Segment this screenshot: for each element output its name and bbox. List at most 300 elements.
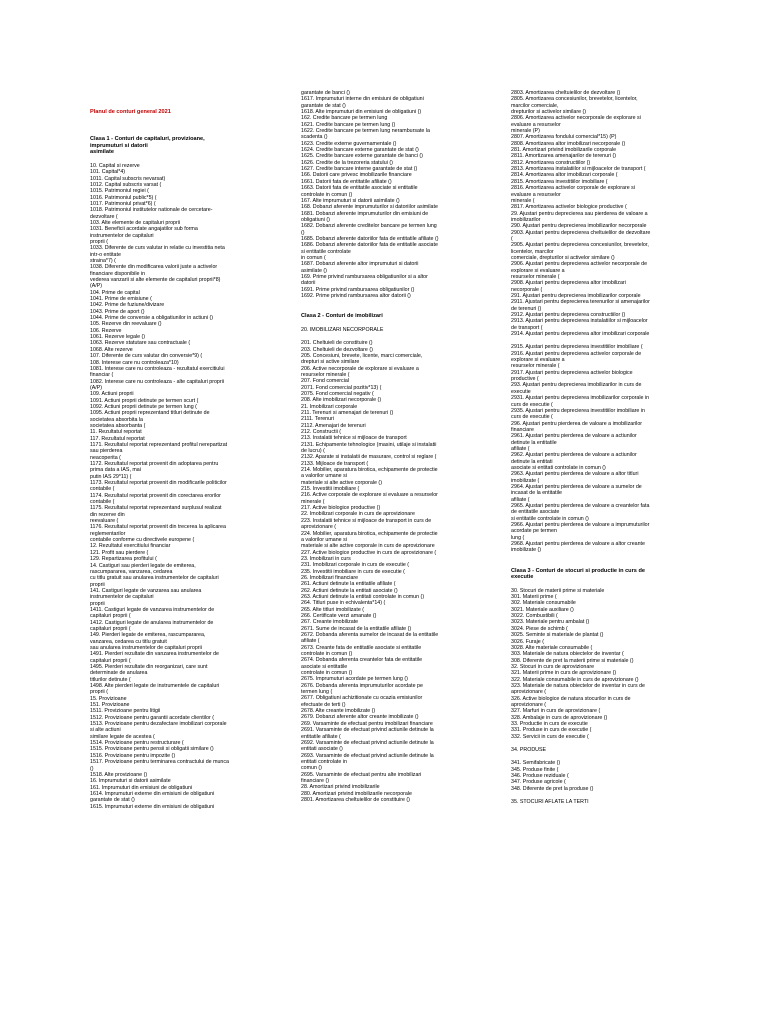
account-line: si entitatile controlate in comun () — [511, 515, 589, 522]
account-line: 3023. Materiale pentru ambalat () — [511, 619, 590, 626]
account-line: 341. Semifabricate () — [511, 760, 561, 767]
account-line: straina*7) ( — [90, 258, 116, 264]
account-line: 263. Actiuni detinute la entitati controlate in comun () — [301, 593, 425, 600]
account-line: 1626. Credite de la trezoreria statului () — [301, 159, 393, 166]
account-line: 1011. Capital subscris nevarsat) — [90, 175, 166, 182]
account-line: 2906. Ajustari pentru deprecierea activelor necorporale de — [511, 261, 648, 268]
account-line: 1043. Prime de aport () — [90, 308, 145, 315]
account-line: imobilizate () — [511, 547, 542, 554]
account-line: financiare — [511, 426, 534, 433]
account-line: determinate de anularea — [90, 670, 148, 677]
account-line: 1491. Pierderi rezultate din vanzarea instrumentelor de — [90, 651, 219, 658]
account-line: efectuate de terti () — [301, 701, 346, 708]
account-line: 348. Diferente de pret la produse () — [511, 785, 594, 792]
account-line: 206. Active necorporale de explorare si evaluare a — [301, 365, 419, 372]
account-line: 2111. Terenuri — [301, 416, 334, 423]
account-line: financiar ( — [90, 372, 114, 379]
account-line: 2803. Amortizarea cheltuielilor de dezvoltare () — [511, 90, 621, 96]
account-line: 2672. Dobanda aferenta sumelor de incasat de la entitatile — [301, 632, 439, 638]
account-line: 166. Datorii care privesc imobilizarile financiare — [301, 172, 412, 179]
account-line: 1615. Imprumuturi externe din emisiuni de obligatiuni — [90, 803, 215, 810]
account-line: 215. Investitii imobiliare ( — [301, 486, 360, 493]
account-line: instrumentelor de capitaluri — [90, 232, 154, 239]
account-line: 2675. Imprumuturi acordate pe termen lung () — [301, 676, 408, 683]
account-line: 2671. Sume de incasat de la entitatile afiliate () — [301, 625, 412, 632]
account-line: 261. Actiuni detinute la entitatile afiliate ( — [301, 581, 396, 588]
account-line: instrumentelor de capitaluri — [90, 594, 154, 601]
account-line: resurselor minerale ( — [511, 363, 560, 370]
account-line: ( — [511, 235, 513, 242]
account-line: vanzarea, cedarea cu titlu gratuit — [90, 638, 167, 645]
account-line: 2678. Alte creante imobilizate () — [301, 708, 376, 715]
account-line: titlurilor detinute ( — [90, 676, 131, 683]
products-heading: 34. PRODUSE — [511, 747, 547, 753]
account-line: 346. Produse reziduale ( — [511, 773, 569, 780]
account-line: 1092. Actiuni proprii detinute pe termen lung ( — [90, 403, 197, 410]
account-line: 214. Mobilier, aparatura birotica, echipamente de protectie — [301, 467, 438, 474]
account-line: 1033. Diferente de curs valutar in relatie cu investitia neta — [90, 245, 225, 252]
account-line: 308. Diferente de pret la materii prime si materiale () — [511, 657, 634, 664]
account-line: 106. Rezerve — [90, 327, 122, 334]
account-line: 1038. Diferente din modificarea valorii juste a activelor — [90, 264, 218, 271]
account-line: 223. Instalatii tehnice si mijloace de transport in curs de — [301, 517, 432, 524]
account-line: 1012. Capital subscris varsat ( — [90, 181, 162, 188]
account-line: proprii ( — [90, 238, 108, 245]
account-line: 347. Produse agricole ( — [511, 779, 566, 786]
account-line: 321. Materii prime in curs de aprovizionare () — [511, 670, 617, 677]
account-line: 167. Alte imprumuturi si datorii asimilate () — [301, 197, 400, 204]
account-line: controlate in comun () — [301, 670, 353, 677]
account-line: resurselor minerale ( — [511, 273, 560, 280]
account-line: 1624. Credite bancare externe garantate de stat () — [301, 147, 419, 154]
products-accounts — [511, 760, 707, 792]
account-line: resurselor minerale ( — [301, 371, 350, 378]
account-line: 326. Active biologice de natura stocurilor in curs de — [511, 695, 631, 702]
account-line: 2673. Creante fata de entitatile asociate si entitatile — [301, 644, 422, 651]
account-line: 266. Certificate verzi amanate () — [301, 612, 377, 619]
account-line: contabile ( — [90, 499, 115, 506]
account-line: minerale ( — [511, 197, 535, 204]
account-line: 26. Imobilizari financiare — [301, 574, 359, 581]
account-line: garantate de stat () — [90, 797, 135, 804]
account-line: de lucru) ( — [301, 448, 325, 455]
account-line: imobilizate ( — [511, 477, 540, 484]
account-line: 2903. Ajustari pentru deprecierea cheltuielilor de dezvoltare — [511, 229, 651, 236]
account-line: 1627. Credite bancare interne garantate de stat () — [301, 166, 418, 173]
account-line: 2676. Dobanda aferenta imprumuturilor acordate pe — [301, 682, 423, 689]
account-line: minerale (P) — [511, 128, 540, 135]
account-line: 15. Provizioane — [90, 695, 127, 702]
account-line: 2811. Amortizarea amenajarilor de terenuri () — [511, 153, 617, 160]
account-line: societatea absorbita la — [90, 416, 144, 423]
account-line: prima data a IAS, mai — [90, 467, 141, 474]
account-line: 3021. Materiale auxiliare () — [511, 606, 574, 613]
account-line: 14. Castiguri sau pierderi legate de emiterea, — [90, 562, 196, 569]
account-line: 1174. Rezultatul reportat provenit din corectarea erorilor — [90, 492, 221, 499]
account-line: 1175. Rezultatul reportat reprezentand surplusul realizat — [90, 505, 222, 512]
account-line: 1063. Rezerve statutare sau contractuale ( — [90, 340, 191, 347]
account-line: 323. Materiale de natura obiectelor de inventar in curs de — [511, 682, 645, 689]
account-line: comun () — [301, 765, 322, 772]
account-line: 117. Rezultatul reportat — [90, 435, 145, 442]
account-line: in comun ( — [301, 254, 326, 261]
account-line: 1685. Dobanzi aferente datoriilor fata de entitatile afiliate () — [301, 235, 439, 242]
account-line: 211. Terenuri si amenajari de terenuri () — [301, 409, 394, 416]
account-line: 2812. Amortizarea constructiilor () — [511, 159, 591, 166]
account-line: 203. Cheltuieli de dezvoltare () — [301, 346, 373, 353]
account-line: similare legate de acestea ( — [90, 733, 155, 740]
heading-line: asimilate — [90, 149, 114, 156]
account-line: 2931. Ajustari pentru deprecierea imobilizarilor corporale in — [511, 395, 650, 402]
account-line: 1095. Actiuni proprii reprezentand titluri detinute de — [90, 410, 210, 417]
class1-heading — [90, 136, 286, 156]
account-line: controlate in comun () — [301, 191, 353, 198]
account-line: acordate pe termen — [511, 528, 557, 535]
account-line: 2692. Varsaminte de efectuat privind actiunile detinute la — [301, 739, 434, 746]
account-line: 216. Active corporale de explorare si evaluare a resurselor — [301, 492, 438, 499]
account-line: 2071. Fond comercial pozitiv*13) ( — [301, 384, 382, 391]
account-line: 205. Concesiuni, brevete, licente, marci comerciale, — [301, 352, 423, 359]
account-line: de entitatile asociate — [511, 509, 560, 516]
account-line: 169. Prime privind rambursarea obligatiunilor si a altor — [301, 273, 428, 280]
account-line: 262. Actiuni detinute la entitati asociate () — [301, 587, 398, 594]
account-line: incasat de la entitatile — [511, 490, 562, 497]
account-line: 2133. Mijloace de transport ( — [301, 460, 369, 467]
account-line: 1061. Rezerve legale () — [90, 334, 146, 341]
account-line: reevaluare ( — [90, 518, 119, 525]
account-line: lung ( — [511, 534, 525, 541]
account-line: 1068. Alte rezerve — [90, 346, 133, 353]
account-line: 151. Provizioane — [90, 702, 130, 709]
account-line: 1687. Dobanzi aferente altor imprumuturi si datorii — [301, 261, 419, 268]
account-line: detinute la entitati — [511, 458, 553, 465]
account-line: garantate de banci () — [301, 90, 350, 96]
heading-line: Clasa 3 - Conturi de stocuri si productie in curs de — [511, 567, 645, 574]
account-line: 328. Ambalaje in curs de aprovizionare () — [511, 714, 608, 721]
account-line: 2961. Ajustari pentru pierderea de valoare a actiunilor — [511, 433, 637, 440]
account-line: 1018. Patrimoniul institutelor nationale de cercetare- — [90, 207, 213, 214]
account-line: (A/P) — [90, 283, 103, 290]
account-line: 2962. Ajustari pentru pierderea de valoare a actiunilor — [511, 452, 637, 459]
account-line: 2112. Amenajari de terenuri — [301, 422, 366, 429]
account-line: 168. Dobanzi aferente imprumuturilor si datoriilor asimilate — [301, 204, 438, 211]
account-line: afiliate ( — [511, 496, 530, 503]
account-line: 327. Marfuri in curs de aprovizionare ( — [511, 708, 601, 715]
account-line: 2075. Fond comercial negativ ( — [301, 390, 374, 397]
account-line: 1663. Datorii fata de entitatile asociate si entitatile — [301, 185, 418, 192]
account-line: (A/P) — [90, 384, 103, 391]
account-line: 296. Ajustari pentru pierderea de valoare a imobilizarilor — [511, 420, 643, 427]
account-line: 2911. Ajustari pentru deprecierea terenurilor si amenajarilor — [511, 299, 650, 306]
account-line: capitaluri proprii ( — [90, 613, 131, 620]
account-line: explorare si evaluare a — [511, 267, 565, 274]
account-line: societatea absorbanta ( — [90, 422, 146, 429]
account-line: 1682. Dobanzi aferente creditelor bancare pe termen lung — [301, 223, 437, 230]
account-line: entitati asociate () — [301, 746, 343, 753]
account-line: 1518. Alte provizioane () — [90, 771, 148, 778]
account-line: 293. Ajustari pentru deprecierea imobilizarilor in curs de — [511, 382, 642, 389]
account-line: aprovizionare ( — [511, 689, 547, 696]
account-line: 2693. Varsaminte de efectuat privind actiunile detinute la — [301, 752, 434, 759]
account-line: intr-o entitate — [90, 251, 121, 258]
account-line: materiale si alte active corporale in curs de aprovizionare — [301, 543, 435, 550]
account-line: 3028. Alte materiale consumabile ( — [511, 644, 593, 651]
account-line: comerciale, drepturilor si activelor similare () — [511, 254, 615, 261]
amortization-accounts — [511, 90, 707, 337]
account-line: 281. Amortizari privind imobilizarile corporale — [511, 147, 617, 154]
heading-line: executie — [511, 574, 534, 581]
account-line: 33. Productie in curs de executie — [511, 720, 588, 727]
account-line: 1681. Dobanzi aferente imprumuturilor din emisiuni de — [301, 210, 429, 217]
account-line: 2679. Dobanzi aferente altor creante imobilizate () — [301, 714, 419, 721]
account-line: 1513. Provizioane pentru dezafectare imobilizari corporale — [90, 721, 227, 728]
account-line: proprii — [90, 600, 105, 607]
account-line: de terenuri () — [511, 305, 542, 312]
account-line: 1511. Provizioane pentru litigii — [90, 708, 161, 715]
account-line: 121. Profit sau pierdere ( — [90, 549, 149, 556]
account-line: 22. Imobilizari corporale in curs de aprovizionare — [301, 511, 415, 518]
account-line: 1042. Prime de fuziune/divizare — [90, 302, 165, 309]
account-line: 290. Ajustari pentru deprecierea imobilizarilor necorporale — [511, 223, 647, 230]
account-line: 108. Interese care nu controleaza*10) — [90, 359, 179, 366]
account-line: 109. Actiuni proprii — [90, 391, 134, 398]
account-line: detinute la entitatile — [511, 439, 557, 446]
account-line: asociate si entitati controlate in comun () — [511, 464, 606, 471]
account-line: explorare si evaluare a — [511, 357, 565, 364]
account-line: controlate in comun () — [301, 651, 353, 658]
account-line: 2914. Ajustari pentru deprecierea altor imobilizari corporale — [511, 331, 650, 338]
account-line: 2916. Ajustari pentru deprecierea activelor corporale de — [511, 350, 642, 357]
account-line: 1044. Prime de conversie a obligatiunilor in actiuni () — [90, 315, 214, 322]
account-line: capitaluri proprii ( — [90, 657, 131, 664]
account-line: drepturilor si activelor similare () — [511, 109, 587, 116]
account-line: 2816. Amortizarea activelor corporale de explorare si — [511, 185, 635, 192]
account-line: 162. Credite bancare pe termen lung — [301, 115, 388, 122]
account-line: evaluare a resurselor — [511, 121, 561, 128]
document-title: Planul de conturi general 2021 — [90, 109, 171, 115]
account-line: 201. Cheltuieli de constituire () — [301, 340, 373, 347]
account-line: 1173. Rezultatul reportat provenit din modificarile politicilor — [90, 480, 227, 487]
account-line: contabile ( — [90, 486, 115, 493]
account-line: 267. Creante imobilizate — [301, 619, 359, 626]
account-line: 345. Produse finite ( — [511, 766, 559, 773]
account-line: a valorilor umane si — [301, 536, 347, 543]
account-line: de transport ( — [511, 324, 543, 331]
account-line: evaluare a resurselor — [511, 191, 561, 198]
account-line: 11. Rezultatul reportat — [90, 429, 142, 436]
account-line: datorii — [301, 280, 316, 287]
account-line: 231. Imobilizari corporale in curs de executie ( — [301, 562, 410, 569]
account-line: 3026. Furaje ( — [511, 638, 544, 645]
account-line: 2805. Amortizarea concesiunilor, brevetelor, licentelor, — [511, 96, 638, 103]
class1-accounts — [90, 163, 286, 810]
account-line: 1081. Interese care nu controleaza - rezultatul exercitiului — [90, 365, 225, 372]
intangible-assets-heading: 20. IMOBILIZARI NECORPORALE — [301, 326, 384, 333]
heading-line: Clasa 1 - Conturi de capitaluri, provizioane, — [90, 136, 205, 143]
loan-accounts — [301, 90, 497, 299]
account-line: 2935. Ajustari pentru deprecierea investitiilor imobiliare in — [511, 407, 645, 414]
account-line: 264. Titluri puse in echivalenta*14) ( — [301, 600, 386, 607]
account-line: reglementarilor — [90, 530, 126, 537]
account-line: 105. Rezerve din reevaluare () — [90, 321, 162, 328]
account-line: 1625. Credite bancare externe garantate de banci () — [301, 153, 423, 160]
account-line: asimilate () — [301, 267, 327, 274]
account-line: 280. Amortizari privind imobilizarile necorporale — [301, 790, 412, 797]
account-line: 1516. Provizioane pentru impozite () — [90, 752, 176, 759]
account-line: 2815. Amortizarea investitiilor imobiliare ( — [511, 178, 608, 185]
account-line: 1091. Actiuni proprii detinute pe termen scurt ( — [90, 397, 199, 404]
account-line: 2915. Ajustari pentru deprecierea investitiilor imobiliare ( — [511, 344, 643, 351]
account-line: 332. Servicii in curs de executie ( — [511, 733, 589, 740]
account-line: 12. Rezultatul exercitiului financiar — [90, 543, 171, 550]
account-line: 303. Materiale de natura obiectelor de inventar ( — [511, 651, 624, 658]
account-line: 2966. Ajustari pentru pierderea de valoare a imprumuturilor — [511, 522, 650, 529]
account-line: 1515. Provizioane pentru pensii si obligatii similare () — [90, 746, 214, 753]
account-line: sau pierderea — [90, 448, 123, 455]
account-line: afiliate ( — [301, 638, 320, 645]
account-line: obligatiuni () — [301, 216, 330, 223]
account-line: 30. Stocuri de materii prime si materiale — [511, 587, 605, 594]
account-line: asociate si entitatile — [301, 663, 348, 670]
account-line: 1172. Rezultatul reportat provenit din adoptarea pentru — [90, 461, 219, 467]
account-line: 208. Alte imobilizari necorporale () — [301, 397, 382, 404]
account-line: 207. Fond comercial — [301, 378, 349, 385]
account-line: 1176. Rezultatul reportat provenit din trecerea la aplicarea — [90, 524, 226, 531]
account-line: 224. Mobilier, aparatura birotica, echipamente de protectie — [301, 530, 438, 537]
account-line: contabile conforme cu directivele europene ( — [90, 537, 195, 544]
account-line: 213. Instalatii tehnice si mijloace de transport — [301, 435, 407, 442]
account-line: 2806. Amortizarea activelor necorporale de explorare si — [511, 115, 641, 122]
account-line: si entitatile controlate — [301, 248, 351, 255]
account-line: neacoperita ( — [90, 454, 121, 461]
account-line: 2908. Ajustari pentru deprecierea altor imobilizari — [511, 280, 626, 287]
account-line: 322. Materiale consumabile in curs de aprovizionare () — [511, 676, 639, 683]
account-line: 16. Imprumuturi si datorii asimilate — [90, 778, 171, 785]
account-line: 23. Imobilizari in curs — [301, 555, 351, 562]
account-line: 2131. Echipamente tehnologice (masini, utilaje si instalatii — [301, 441, 437, 448]
account-line: materiale si alte active corporale () — [301, 479, 382, 486]
account-line: 101. Capital*4) — [90, 169, 126, 176]
heading-line: imprumuturi si datorii — [90, 142, 148, 149]
account-line: drepturi si active similare — [301, 359, 360, 366]
account-line: 2917. Ajustari pentru deprecierea activelor biologice — [511, 369, 633, 376]
account-line: 1514. Provizioane pentru restructurare ( — [90, 740, 184, 747]
account-line: 2813. Amortizarea instalatiilor si mijloacelor de transport ( — [511, 166, 646, 173]
account-line: 2691. Varsaminte de efectuat privind actiunile detinute la — [301, 727, 434, 734]
account-line: 1411. Castiguri legate de vanzarea instrumentelor de — [90, 606, 215, 613]
account-line: 2965. Ajustari pentru pierderea de valoare a creantelor fata — [511, 503, 650, 509]
account-line: 227. Active biologice productive in curs de aprovizionare ( — [301, 549, 437, 556]
account-line: proprii ( — [90, 689, 108, 696]
account-line: dezvoltare ( — [90, 213, 118, 220]
account-line: 1692. Prime privind rambursarea altor datorii () — [301, 293, 411, 299]
account-line: 331. Produse in curs de executie ( — [511, 727, 592, 734]
account-line: cu titlu gratuit sau anularea instrumentelor de capitaluri — [90, 575, 219, 582]
account-line: 3024. Piese de schimb ( — [511, 625, 568, 632]
account-line: 129. Repartizarea profitului ( — [90, 556, 157, 563]
account-line: licentelor, marcilor — [511, 248, 554, 255]
account-line: si alte actiuni — [90, 727, 121, 734]
account-line: 1621. Credite bancare pe termen lung () — [301, 121, 396, 128]
account-line: a valorilor umane si — [301, 473, 347, 480]
account-line: scadenta () — [301, 134, 328, 141]
account-line: executie — [511, 388, 531, 395]
account-line: imobilizarilor — [511, 216, 541, 223]
account-line: putin IAS 29*11) ( — [90, 473, 132, 480]
account-line: 265. Alte titluri imobilizate ( — [301, 606, 365, 613]
account-line: 10. Capital si rezerve — [90, 162, 140, 169]
account-line: 28. Amortizari privind imobilizarile — [301, 784, 380, 791]
account-line: 1617. Imprumuturi interne din emisiuni de obligatiuni — [301, 96, 424, 103]
account-line: 103. Alte elemente de capitaluri proprii — [90, 219, 181, 226]
account-line: 2814. Amortizarea altor imobilizari corporale ( — [511, 172, 618, 179]
account-line: 2808. Amortizarea altor imobilizari necorporale () — [511, 140, 626, 147]
account-line: 2674. Dobanda aferenta creantelor fata de entitatile — [301, 657, 423, 664]
account-line: 2817. Amortizarea activelor biologice productive ( — [511, 204, 627, 211]
class3-heading — [511, 568, 707, 581]
account-line: 1412. Castiguri legate de anularea instrumentelor de — [90, 619, 214, 626]
account-line: 3025. Seminte si materiale de plantat () — [511, 632, 604, 639]
account-line: 2695. Varsaminte de efectuat pentru alte imobilizari — [301, 771, 422, 778]
account-line: minerale ( — [301, 498, 325, 505]
account-line: 2964. Ajustari pentru pierderea de valoare a sumelor de — [511, 483, 642, 490]
account-line: 2801. Amortizarea cheltuielilor de constituire () — [301, 796, 410, 803]
account-line: 1622. Credite bancare pe termen lung nerambursate la — [301, 128, 430, 135]
account-line: afiliate ( — [511, 445, 530, 452]
account-line: 161. Imprumuturi din emisiuni de obligatiuni — [90, 784, 193, 791]
account-line: 1623. Credite externe guvernamentale () — [301, 140, 397, 147]
account-line: garantate de stat () — [301, 102, 346, 109]
account-line: 3022. Combustibili ( — [511, 613, 558, 620]
account-line: 217. Active biologice productive () — [301, 505, 381, 512]
account-line: 29. Ajustari pentru deprecierea sau pierderea de valoare a — [511, 210, 648, 217]
account-line: 1512. Provizioane pentru garantii acordate clientilor ( — [90, 714, 214, 721]
account-line: aprovizionare ( — [511, 701, 547, 708]
account-line: 21. Imobilizari corporale — [301, 403, 358, 410]
account-line: 2963. Ajustari pentru pierderea de valoare a altor titluri — [511, 471, 639, 478]
account-line: 1495. Pierderi rezultate din reorganizari, care sunt — [90, 664, 208, 670]
account-line: 32. Stocuri in curs de aprovizionare — [511, 663, 595, 670]
account-line: marcilor comerciale, — [511, 102, 559, 109]
class3-accounts — [511, 588, 707, 740]
account-line: 269. Varsaminte de efectuat pentru imobilizari financiare — [301, 720, 433, 727]
column-1 — [90, 109, 286, 810]
account-line: aprovizionare ( — [301, 524, 337, 531]
account-line: din rezerve din — [90, 511, 125, 518]
account-line: 1017. Patrimoniul privat*6) ( — [90, 200, 156, 207]
third-party-stock-heading: 35. STOCURI AFLATE LA TERTI — [511, 799, 589, 806]
account-line: financiare () — [301, 777, 329, 784]
account-line: 1517. Provizioane pentru terminarea contractului de munca — [90, 759, 229, 766]
account-line: 1614. Imprumuturi externe din emisiuni de obligatiuni — [90, 790, 215, 797]
account-line: 1618. Alte imprumuturi din emisiuni de obligatiuni () — [301, 109, 422, 116]
account-line: 291. Ajustari pentru deprecierea imobilizarilor corporale — [511, 293, 641, 299]
account-line: 1041. Prime de emisiune ( — [90, 296, 152, 303]
account-line: 2132. Aparate si instalatii de masurare, control si reglare ( — [301, 454, 437, 461]
account-line: termen lung ( — [301, 689, 333, 696]
account-line: 2912. Ajustari pentru deprecierea constructiilor () — [511, 312, 626, 319]
account-line: entitati controlate in — [301, 758, 347, 765]
account-line: 1686. Dobanzi aferente datoriilor fata de entitatile asociate — [301, 242, 438, 249]
account-line: 107. Diferente de curs valutar din conversie*9) ( — [90, 353, 203, 360]
account-line: 301. Materii prime ( — [511, 594, 557, 601]
account-line: capitaluri proprii ( — [90, 625, 131, 632]
account-line: 235. Investitii imobiliare in curs de executie ( — [301, 568, 405, 575]
account-line: entitatile afiliate ( — [301, 733, 341, 740]
account-line: 1082. Interese care nu controleaza - alte capitaluri proprii — [90, 378, 224, 385]
account-line: 1661. Datorii fata de entitatile afiliate () — [301, 178, 392, 185]
account-line: 302. Materiale consumabile — [511, 600, 576, 607]
